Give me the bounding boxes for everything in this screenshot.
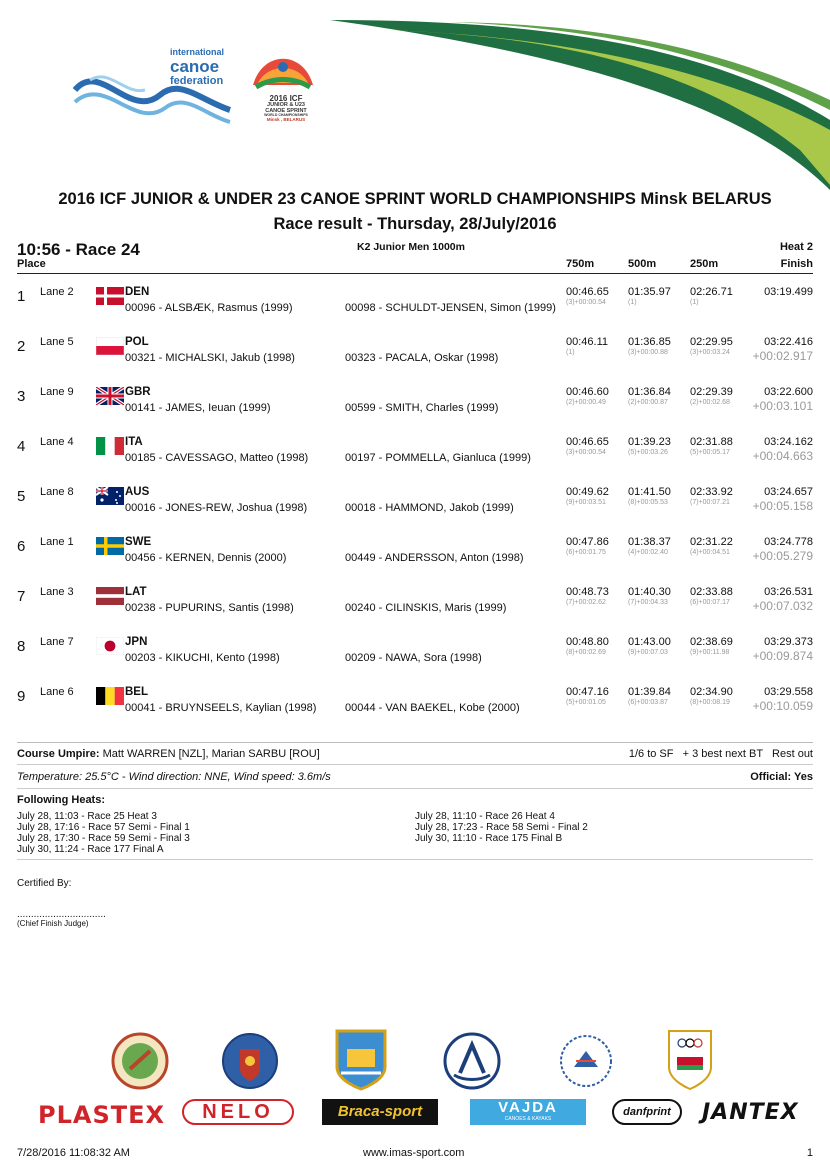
finish-time: 03:29.558 (764, 686, 813, 698)
lane: Lane 9 (40, 386, 74, 398)
split-250-rank: (1) (690, 299, 699, 306)
split-750-rank: (8)+00:02.69 (566, 649, 606, 656)
vajda-subtext: CANOES & KAYAKS (504, 1116, 552, 1122)
time-behind: +00:05.158 (752, 499, 813, 513)
flag-jpn-icon (96, 637, 124, 655)
athlete-1: 00321 - MICHALSKI, Jakub (1998) (125, 352, 295, 364)
lane: Lane 4 (40, 436, 74, 448)
split-250: 02:29.95 (690, 336, 733, 348)
nation-code: BEL (125, 686, 148, 698)
column-header-finish: Finish (780, 258, 813, 270)
champ-logo-line1: 2016 ICF (269, 94, 303, 103)
split-750-rank: (3)+00:00.54 (566, 299, 606, 306)
championship-logo (248, 45, 318, 133)
nation-code: JPN (125, 636, 148, 648)
place: 1 (17, 288, 26, 305)
split-750: 00:47.86 (566, 536, 609, 548)
split-500-rank: (3)+00:00.88 (628, 349, 668, 356)
champ-logo-line2: JUNIOR & U23 (267, 102, 305, 108)
split-250-rank: (5)+00:05.17 (690, 449, 730, 456)
split-750: 00:46.65 (566, 436, 609, 448)
split-500-rank: (5)+00:03.26 (628, 449, 668, 456)
athlete-2: 00599 - SMITH, Charles (1999) (345, 402, 499, 414)
athlete-2: 00449 - ANDERSSON, Anton (1998) (345, 552, 524, 564)
lane: Lane 6 (40, 686, 74, 698)
athlete-1: 00141 - JAMES, Ieuan (1999) (125, 402, 271, 414)
split-250: 02:33.92 (690, 486, 733, 498)
icf-logo-line2: canoe (170, 57, 220, 76)
course-umpire-value: Matt WARREN [NZL], Marian SARBU [ROU] (102, 748, 320, 760)
event-name: K2 Junior Men 1000m (357, 241, 465, 253)
place: 4 (17, 438, 26, 455)
split-500: 01:40.30 (628, 586, 671, 598)
place: 6 (17, 538, 26, 555)
time-behind: +00:04.663 (752, 449, 813, 463)
header-divider (17, 273, 813, 274)
olympic-committee-emblem-icon (665, 1027, 715, 1091)
icf-logo-line3: federation (170, 75, 224, 87)
flag-aus-icon (96, 487, 124, 505)
athlete-2: 00018 - HAMMOND, Jakob (1999) (345, 502, 514, 514)
race-title: 10:56 - Race 24 (17, 240, 140, 259)
signature-line: ................................ (17, 909, 106, 920)
weather-divider (17, 788, 813, 789)
finish-time: 03:19.499 (764, 286, 813, 298)
progression-rule: 1/6 to SF + 3 best next BT Rest out (628, 748, 813, 760)
split-250-rank: (2)+00:02.68 (690, 399, 730, 406)
column-header-750m: 750m (566, 258, 595, 270)
heats-divider (17, 859, 813, 860)
split-750-rank: (5)+00:01.05 (566, 699, 606, 706)
split-250: 02:34.90 (690, 686, 733, 698)
time-behind: +00:05.279 (752, 549, 813, 563)
flag-swe-icon (96, 537, 124, 555)
place: 5 (17, 488, 26, 505)
nation-code: AUS (125, 486, 150, 498)
split-750: 00:48.80 (566, 636, 609, 648)
nation-code: SWE (125, 536, 152, 548)
time-behind: +00:02.917 (752, 349, 813, 363)
time-behind: +00:07.032 (752, 599, 813, 613)
plastex-logo: PLASTEX (38, 1101, 166, 1129)
split-500-rank: (2)+00:00.87 (628, 399, 668, 406)
canoeist-emblem-icon (248, 45, 318, 95)
following-heat: July 28, 17:30 - Race 59 Semi - Final 3 (17, 833, 190, 844)
federation-emblem-icon (110, 1031, 170, 1091)
athlete-2: 00044 - VAN BAEKEL, Kobe (2000) (345, 702, 520, 714)
athlete-2: 00209 - NAWA, Sora (1998) (345, 652, 482, 664)
page-number: 1 (806, 1147, 813, 1159)
split-500: 01:39.23 (628, 436, 671, 448)
champ-logo-line5: Minsk , BELARUS (266, 116, 306, 122)
split-250: 02:33.88 (690, 586, 733, 598)
lane: Lane 7 (40, 636, 74, 648)
athlete-2: 00098 - SCHULDT-JENSEN, Simon (1999) (345, 302, 556, 314)
split-500: 01:39.84 (628, 686, 671, 698)
split-250-rank: (9)+00:11.98 (690, 649, 730, 656)
split-500-rank: (9)+00:07.03 (628, 649, 668, 656)
split-250-rank: (7)+00:07.21 (690, 499, 730, 506)
split-750-rank: (2)+00:00.49 (566, 399, 606, 406)
weather-info: Temperature: 25.5°C - Wind direction: NNE, Wind speed: 3.6m/s (17, 771, 331, 783)
split-500-rank: (8)+00:05.53 (628, 499, 668, 506)
flag-den-icon (96, 287, 124, 305)
following-heat: July 28, 17:16 - Race 57 Semi - Final 1 (17, 822, 190, 833)
split-250-rank: (3)+00:03.24 (690, 349, 730, 356)
result-row (0, 630, 830, 680)
lane: Lane 8 (40, 486, 74, 498)
athlete-1: 00456 - KERNEN, Dennis (2000) (125, 552, 287, 564)
city-coat-of-arms-icon (220, 1031, 280, 1091)
nelo-logo: NELO (182, 1099, 294, 1125)
braca-sport-logo: Braca-sport (322, 1099, 438, 1125)
finish-time: 03:26.531 (764, 586, 813, 598)
certified-by: Certified By: (17, 878, 72, 889)
split-500: 01:38.37 (628, 536, 671, 548)
sports-ministry-emblem-icon (556, 1031, 616, 1091)
column-header-500m: 500m (628, 258, 657, 270)
following-heat: July 30, 11:10 - Race 175 Final B (415, 833, 563, 844)
vajda-wordmark: VAJDA (498, 1099, 558, 1116)
athlete-1: 00041 - BRUYNSEELS, Kaylian (1998) (125, 702, 317, 714)
following-heats-left (17, 811, 190, 855)
split-750: 00:46.65 (566, 286, 609, 298)
umpire-divider (17, 764, 813, 765)
nation-code: LAT (125, 586, 147, 598)
flag-bel-icon (96, 687, 124, 705)
place: 8 (17, 638, 26, 655)
results-divider (17, 742, 813, 743)
following-heat: July 30, 11:24 - Race 177 Final A (17, 844, 164, 855)
course-umpire-label: Course Umpire: (17, 748, 100, 760)
split-750: 00:46.60 (566, 386, 609, 398)
heat-name: Heat 2 (779, 241, 813, 253)
nation-code: GBR (125, 386, 151, 398)
split-500-rank: (6)+00:03.87 (628, 699, 668, 706)
place: 2 (17, 338, 26, 355)
split-500: 01:35.97 (628, 286, 671, 298)
canoe-federation-emblem-icon (442, 1031, 502, 1091)
athlete-2: 00240 - CILINSKIS, Maris (1999) (345, 602, 507, 614)
nation-code: ITA (125, 436, 143, 448)
lane: Lane 5 (40, 336, 74, 348)
page-subtitle: Race result - Thursday, 28/July/2016 (273, 215, 557, 233)
split-500: 01:41.50 (628, 486, 671, 498)
result-row (0, 480, 830, 530)
column-header-place: Place (17, 258, 46, 270)
split-750-rank: (6)+00:01.75 (566, 549, 606, 556)
split-500: 01:43.00 (628, 636, 671, 648)
lane: Lane 3 (40, 586, 74, 598)
following-heat: July 28, 11:10 - Race 26 Heat 4 (415, 811, 555, 822)
lane: Lane 1 (40, 536, 74, 548)
split-750: 00:46.11 (566, 336, 609, 348)
finish-time: 03:22.600 (764, 386, 813, 398)
split-250: 02:31.88 (690, 436, 733, 448)
split-500: 01:36.85 (628, 336, 671, 348)
vajda-logo (470, 1099, 586, 1125)
nation-code: POL (125, 336, 149, 348)
split-500-rank: (7)+00:04.33 (628, 599, 668, 606)
split-500-rank: (4)+00:02.40 (628, 549, 668, 556)
flag-pol-icon (96, 337, 124, 355)
athlete-1: 00203 - KIKUCHI, Kento (1998) (125, 652, 280, 664)
split-250: 02:38.69 (690, 636, 733, 648)
place: 9 (17, 688, 26, 705)
split-500: 01:36.84 (628, 386, 671, 398)
split-750-rank: (3)+00:00.54 (566, 449, 606, 456)
result-row (0, 580, 830, 630)
following-heats-label: Following Heats: (17, 794, 105, 806)
split-750: 00:48.73 (566, 586, 609, 598)
finish-time: 03:24.778 (764, 536, 813, 548)
athlete-1: 00238 - PUPURINS, Santis (1998) (125, 602, 294, 614)
athlete-1: 00185 - CAVESSAGO, Matteo (1998) (125, 452, 309, 464)
print-timestamp: 7/28/2016 11:08:32 AM (17, 1147, 130, 1159)
flag-gbr-icon (96, 387, 124, 405)
time-behind: +00:03.101 (752, 399, 813, 413)
result-row (0, 680, 830, 730)
finish-time: 03:29.373 (764, 636, 813, 648)
finish-time: 03:24.657 (764, 486, 813, 498)
following-heat: July 28, 11:03 - Race 25 Heat 3 (17, 811, 157, 822)
athlete-1: 00016 - JONES-REW, Joshua (1998) (125, 502, 308, 514)
place: 7 (17, 588, 26, 605)
website-link[interactable]: www.imas-sport.com (363, 1147, 465, 1159)
split-750-rank: (9)+00:03.51 (566, 499, 606, 506)
split-250-rank: (8)+00:08.19 (690, 699, 730, 706)
result-row (0, 380, 830, 430)
split-250: 02:31.22 (690, 536, 733, 548)
finish-time: 03:22.416 (764, 336, 813, 348)
result-row (0, 530, 830, 580)
chief-finish-judge: (Chief Finish Judge) (17, 919, 89, 928)
result-row (0, 280, 830, 330)
nation-code: DEN (125, 286, 150, 298)
regional-coat-of-arms-icon (333, 1027, 389, 1091)
split-250: 02:29.39 (690, 386, 733, 398)
champ-logo-line4: WORLD CHAMPIONSHIPS (264, 113, 308, 117)
split-250-rank: (4)+00:04.51 (690, 549, 730, 556)
lane: Lane 2 (40, 286, 74, 298)
jantex-logo: JANTEX (702, 1100, 799, 1125)
official-status: Official: Yes (750, 771, 813, 783)
course-umpire (17, 748, 320, 760)
split-250: 02:26.71 (690, 286, 733, 298)
following-heats-right (415, 811, 588, 844)
icf-logo-line1: international (170, 47, 225, 57)
flag-ita-icon (96, 437, 124, 455)
split-500-rank: (1) (628, 299, 637, 306)
result-row (0, 430, 830, 480)
athlete-1: 00096 - ALSBÆK, Rasmus (1999) (125, 302, 293, 314)
split-750: 00:47.16 (566, 686, 609, 698)
icf-logo (70, 40, 240, 135)
athlete-2: 00323 - PACALA, Oskar (1998) (345, 352, 499, 364)
split-750-rank: (7)+00:02.62 (566, 599, 606, 606)
column-header-250m: 250m (690, 258, 719, 270)
page-title: 2016 ICF JUNIOR & UNDER 23 CANOE SPRINT WORLD CHAMPIONSHIPS Minsk BELARUS (58, 190, 772, 208)
following-heat: July 28, 17:23 - Race 58 Semi - Final 2 (415, 822, 588, 833)
time-behind: +00:09.874 (752, 649, 813, 663)
athlete-2: 00197 - POMMELLA, Gianluca (1999) (345, 452, 531, 464)
time-behind: +00:10.059 (752, 699, 813, 713)
flag-lat-icon (96, 587, 124, 605)
finish-time: 03:24.162 (764, 436, 813, 448)
split-750-rank: (1) (566, 349, 575, 356)
place: 3 (17, 388, 26, 405)
split-250-rank: (6)+00:07.17 (690, 599, 730, 606)
danfprint-logo: danfprint (612, 1099, 682, 1125)
split-750: 00:49.62 (566, 486, 609, 498)
result-row (0, 330, 830, 380)
champ-logo-line3: CANOE SPRINT (265, 107, 307, 114)
sponsor-strip (0, 1025, 830, 1135)
